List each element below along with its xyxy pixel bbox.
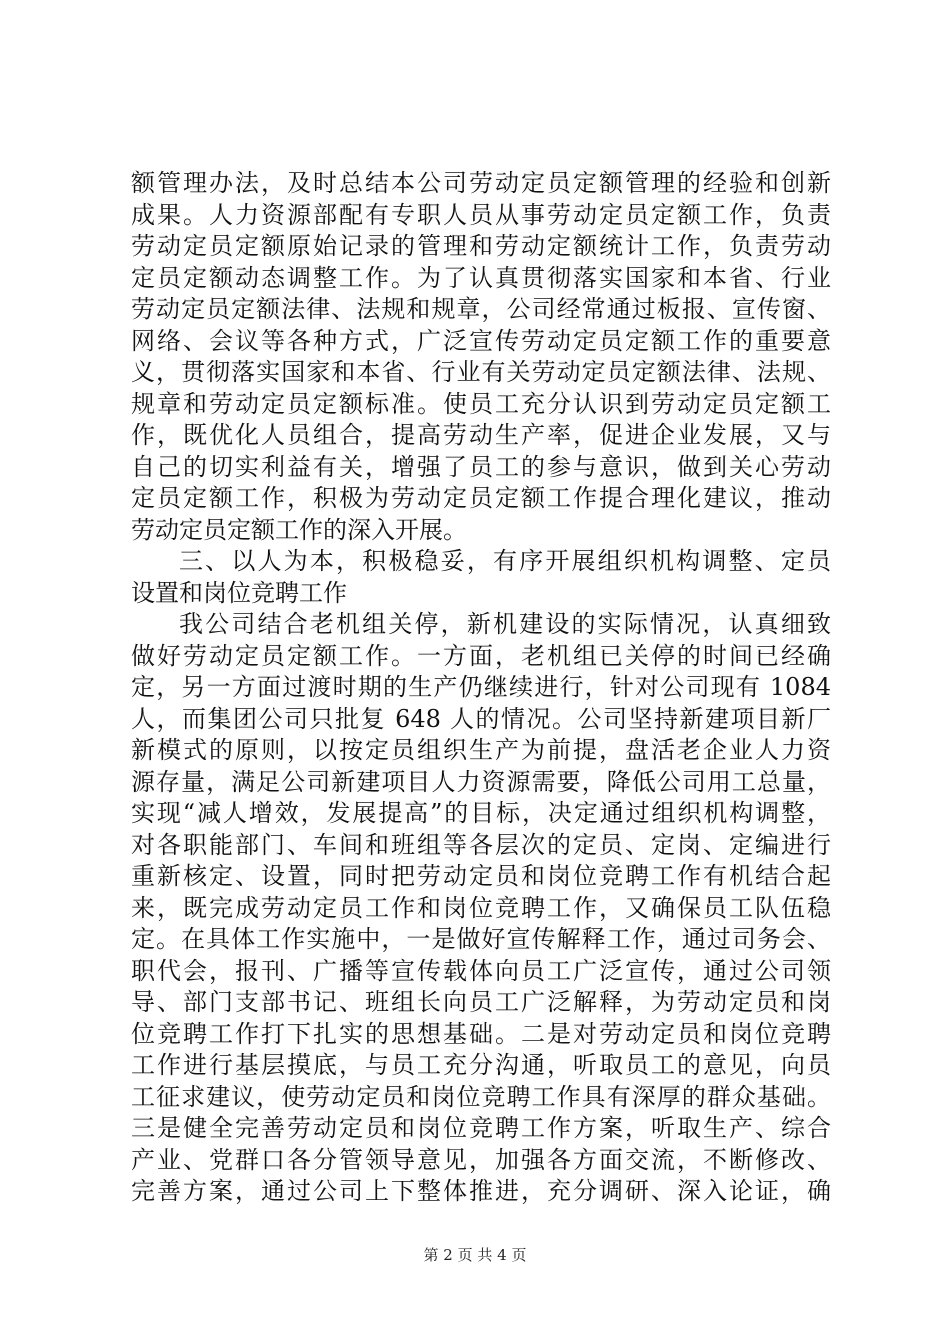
text-line: 职代会，报刊、广播等宣传载体向员工广泛宣传，通过公司领: [131, 956, 831, 985]
text-line: 导、部门支部书记、班组长向员工广泛解释，为劳动定员和岗: [131, 988, 831, 1016]
text-line: 定员定额动态调整工作。为了认真贯彻落实国家和本省、行业: [131, 263, 831, 292]
text-line: 定员定额工作，积极为劳动定员定额工作提合理化建议，推动: [131, 484, 831, 512]
text-line: 位竞聘工作打下扎实的思想基础。二是对劳动定员和岗位竞聘: [131, 1019, 831, 1048]
text-line: 额管理办法，及时总结本公司劳动定员定额管理的经验和创新: [131, 169, 831, 197]
text-line: 劳动定员定额原始记录的管理和劳动定额统计工作，负责劳动: [131, 232, 831, 260]
text-line: 产业、党群口各分管领导意见，加强各方面交流，不断修改、: [131, 1145, 831, 1174]
text-line: 工作进行基层摸底，与员工充分沟通，听取员工的意见，向员: [131, 1051, 831, 1079]
text-line: 完善方案，通过公司上下整体推进，充分调研、深入论证，确: [131, 1177, 831, 1205]
text-line: 劳动定员定额法律、法规和规章，公司经常通过板报、宣传窗、: [131, 295, 831, 323]
text-line: 自己的切实利益有关，增强了员工的参与意识，做到关心劳动: [131, 452, 831, 481]
text-line: 成果。人力资源部配有专职人员从事劳动定员定额工作，负责: [131, 200, 831, 229]
text-line: 人，而集团公司只批复 648 人的情况。公司坚持新建项目新厂: [131, 704, 831, 733]
text-line: 定。在具体工作实施中，一是做好宣传解释工作，通过司务会、: [131, 925, 831, 953]
section-heading-line: 设置和岗位竞聘工作: [131, 578, 347, 607]
text-line: 三是健全完善劳动定员和岗位竞聘工作方案，听取生产、综合: [131, 1114, 831, 1142]
text-line: 对各职能部门、车间和班组等各层次的定员、定岗、定编进行: [131, 830, 831, 859]
text-line: 源存量，满足公司新建项目人力资源需要，降低公司用工总量，: [131, 767, 831, 796]
page-number-label: 第 2 页 共 4 页: [423, 1246, 527, 1264]
text-line: 工征求建议，使劳动定员和岗位竞聘工作具有深厚的群众基础。: [131, 1082, 831, 1111]
body-text: [131, 168, 831, 1208]
text-line: 来，既完成劳动定员工作和岗位竞聘工作，又确保员工队伍稳: [131, 893, 831, 922]
text-line: 规章和劳动定员定额标准。使员工充分认识到劳动定员定额工: [131, 389, 831, 418]
text-line: 义，贯彻落实国家和本省、行业有关劳动定员定额法律、法规、: [131, 358, 831, 386]
text-line: 我公司结合老机组关停，新机建设的实际情况，认真细致: [179, 610, 831, 638]
text-line: 新模式的原则，以按定员组织生产为前提，盘活老企业人力资: [131, 736, 831, 764]
section-heading-line: 三、以人为本，积极稳妥，有序开展组织机构调整、定员: [179, 547, 831, 575]
text-line: 定，另一方面过渡时期的生产仍继续进行，针对公司现有 1084: [131, 673, 831, 701]
text-line: 做好劳动定员定额工作。一方面，老机组已关停的时间已经确: [131, 641, 831, 670]
page-footer: [0, 1244, 950, 1265]
text-line: 实现“减人增效，发展提高”的目标，决定通过组织机构调整，: [131, 799, 831, 827]
text-line: 作，既优化人员组合，提高劳动生产率，促进企业发展，又与: [131, 421, 831, 449]
text-line: 网络、会议等各种方式，广泛宣传劳动定员定额工作的重要意: [131, 326, 831, 355]
text-line: 重新核定、设置，同时把劳动定员和岗位竞聘工作有机结合起: [131, 862, 831, 890]
text-line: 劳动定员定额工作的深入开展。: [131, 515, 467, 544]
